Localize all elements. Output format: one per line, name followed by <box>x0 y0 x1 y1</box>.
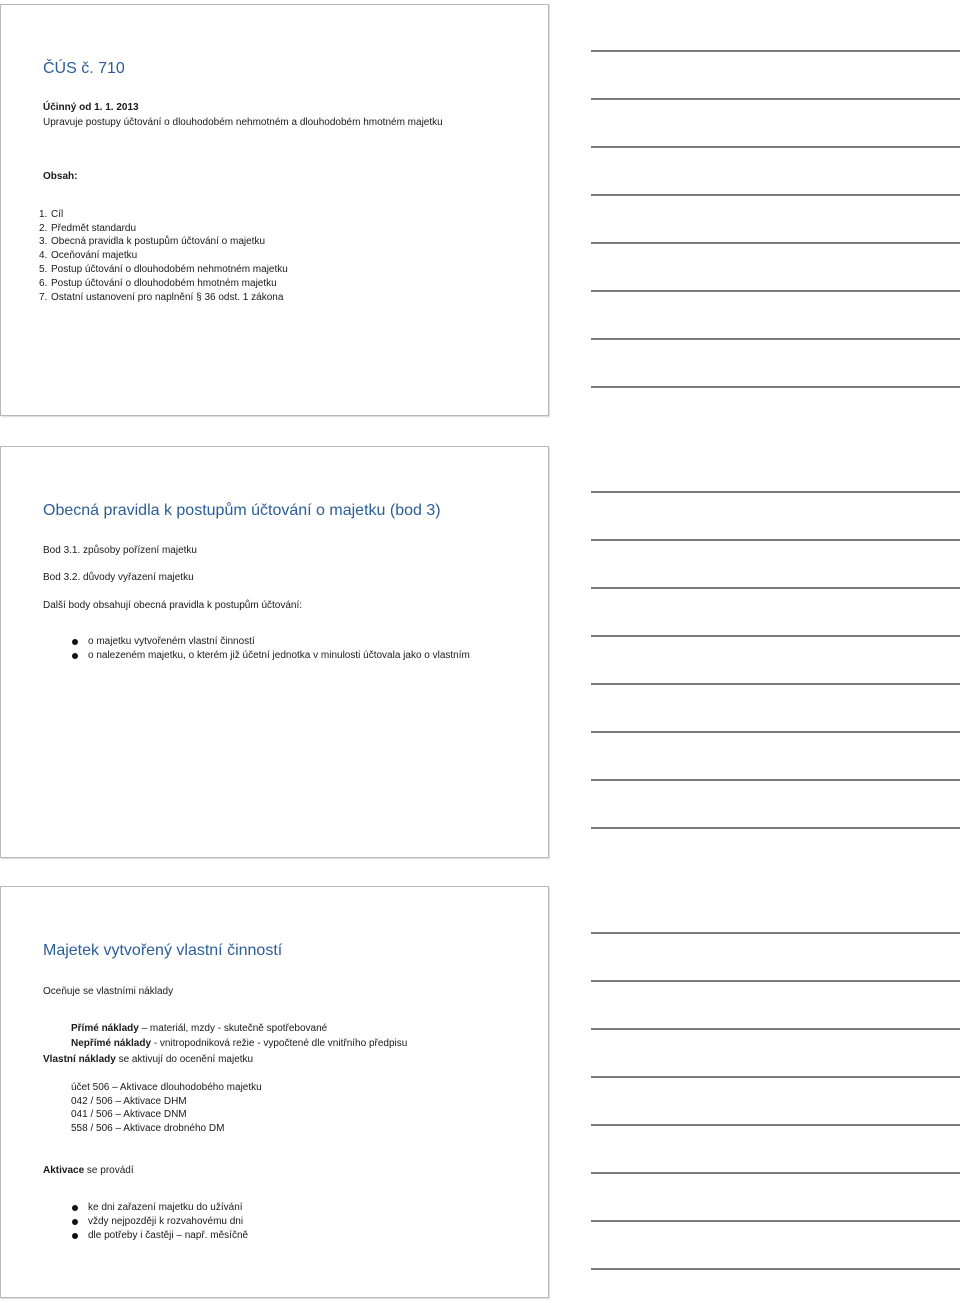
slide-2-paragraph: Bod 3.1. způsoby pořízení majetku <box>43 545 197 556</box>
notes-line <box>591 932 960 934</box>
notes-line <box>591 386 960 388</box>
contents-item: 4. Oceňování majetku <box>39 250 138 261</box>
account-line: účet 506 – Aktivace dlouhodobého majetku <box>71 1082 262 1093</box>
notes-line <box>591 635 960 637</box>
own-costs-line: Vlastní náklady se aktivují do ocenění majetku <box>43 1054 254 1065</box>
slide-2-paragraph: Bod 3.2. důvody vyřazení majetku <box>43 572 194 583</box>
notes-line <box>591 50 960 52</box>
activation-line: Aktivace se provádí <box>43 1165 134 1176</box>
notes-line <box>591 1220 960 1222</box>
slide-1 <box>0 4 549 416</box>
notes-line <box>591 338 960 340</box>
notes-line <box>591 491 960 493</box>
list-item: vždy nejpozději k rozvahovému dni <box>88 1216 244 1227</box>
indirect-costs-line: Nepřímé náklady - vnitropodniková režie - vypočtené dle vnitřního předpisu <box>71 1038 408 1049</box>
contents-item: 6. Postup účtování o dlouhodobém hmotném majetku <box>39 278 277 289</box>
contents-label: Obsah: <box>43 171 78 182</box>
notes-line <box>591 98 960 100</box>
notes-line <box>591 1268 960 1270</box>
bullet-icon <box>72 639 78 645</box>
notes-line <box>591 1028 960 1030</box>
direct-costs-line: Přímé náklady – materiál, mzdy - skutečně spotřebované <box>71 1023 328 1034</box>
list-item: o nalezeném majetku, o kterém již účetní jednotka v minulosti účtovala jako o vlastním <box>88 650 470 661</box>
contents-item: 7. Ostatní ustanovení pro naplnění § 36 odst. 1 zákona <box>39 292 284 303</box>
notes-line <box>591 980 960 982</box>
slide-3 <box>0 886 549 1298</box>
account-line: 042 / 506 – Aktivace DHM <box>71 1096 187 1107</box>
slide-2-title: Obecná pravidla k postupům účtování o majetku (bod 3) <box>43 502 441 519</box>
effective-date: Účinný od 1. 1. 2013 <box>43 102 139 113</box>
notes-line <box>591 1172 960 1174</box>
bullet-icon <box>72 653 78 659</box>
notes-line <box>591 827 960 829</box>
account-line: 041 / 506 – Aktivace DNM <box>71 1109 187 1120</box>
list-item: dle potřeby i častěji – např. měsíčně <box>88 1230 249 1241</box>
bullet-icon <box>72 1233 78 1239</box>
slide-3-title: Majetek vytvořený vlastní činností <box>43 942 283 959</box>
bullet-icon <box>72 1205 78 1211</box>
slide-2-paragraph: Další body obsahují obecná pravidla k postupům účtování: <box>43 600 303 611</box>
contents-item: 1. Cíl <box>39 209 64 220</box>
notes-line <box>591 731 960 733</box>
list-item: ke dni zařazení majetku do užívání <box>88 1202 243 1213</box>
slide-1-subtitle: Upravuje postupy účtování o dlouhodobém nehmotném a dlouhodobém hmotném majetku <box>43 117 443 128</box>
notes-line <box>591 242 960 244</box>
slide-3-paragraph: Oceňuje se vlastními náklady <box>43 986 174 997</box>
notes-line <box>591 587 960 589</box>
account-line: 558 / 506 – Aktivace drobného DM <box>71 1123 225 1134</box>
notes-line <box>591 146 960 148</box>
notes-line <box>591 1124 960 1126</box>
slide-2 <box>0 446 549 858</box>
notes-line <box>591 683 960 685</box>
notes-line <box>591 539 960 541</box>
bullet-icon <box>72 1219 78 1225</box>
notes-line <box>591 290 960 292</box>
notes-line <box>591 1076 960 1078</box>
contents-item: 3. Obecná pravidla k postupům účtování o majetku <box>39 236 266 247</box>
contents-item: 2. Předmět standardu <box>39 223 137 234</box>
notes-line <box>591 194 960 196</box>
contents-item: 5. Postup účtování o dlouhodobém nehmotném majetku <box>39 264 288 275</box>
notes-line <box>591 779 960 781</box>
slide-1-title: ČÚS č. 710 <box>43 60 125 77</box>
list-item: o majetku vytvořeném vlastní činností <box>88 636 255 647</box>
